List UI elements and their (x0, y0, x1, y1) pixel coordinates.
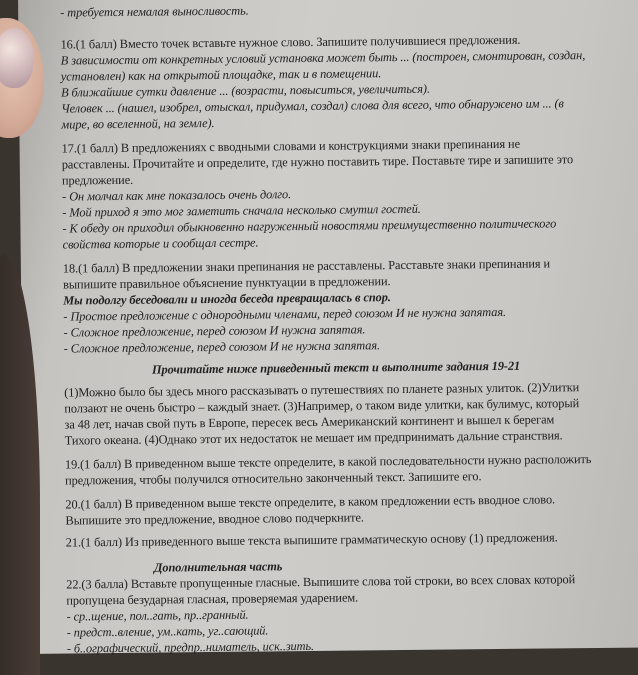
text-line: свойства которые и сообщал сестре. (62, 235, 259, 252)
text-line: Выпишите это предложение, вводное слово подчеркните. (65, 510, 364, 528)
text-line: установлен) как на открытой площадке, так и в помещении. (60, 66, 382, 84)
fingernail (0, 28, 34, 88)
task-17-heading: 17.(1 балл) В предложениях с вводными словами и конструкциями знаки препинания не (61, 136, 521, 156)
text-line: предложение. (61, 172, 134, 188)
section-heading: Дополнительная часть (153, 559, 283, 575)
task-16-heading: 16.(1 балл) Вместо точек вставьте нужное слово. Запишите получившиеся предложения. (60, 32, 521, 52)
task-18-heading: 18.(1 балл) В предложении знаки препинания не расставлены. Расставьте знаки препинания и (62, 256, 551, 276)
text-line: - предст..вление, ум..кать, уг..сающий. (66, 623, 269, 640)
text-line: - К обеду он приходил обыкновенно нагруженный новостями преимущественно политического (62, 216, 557, 236)
text-line: расставлены. Прочитайте и определите, где нужно поставить тире. Поставьте тире и запишите это (61, 152, 574, 172)
task-22-heading: 22.(3 балла) Вставьте пропущенные гласные. Выпишите слова той строки, во всех словах которой (66, 572, 576, 592)
text-line: предложения, чтобы получился относительно законченный текст. Запишите его. (65, 469, 482, 488)
text-line: - Сложное предложение, перед союзом И не нужна запятая. (63, 338, 381, 356)
text-line: - требуется немалая выносливость. (60, 3, 249, 20)
text-line: мире, во вселенной, на земле). (61, 115, 215, 132)
text-line: выпишите правильное объяснение пунктуации в предложении. (62, 274, 391, 292)
text-line: В зависимости от конкретных условий установка может быть ... (построен, смонтирован, создан, (60, 48, 586, 68)
text-line: Человек ... (нашел, изобрел, отыскал, придумал, создал) слова для всего, что обнаружено им ... (в (61, 96, 564, 116)
text-line: В ближайшие сутки давление ... (возрасти, повыситься, увеличиться). (60, 81, 430, 100)
task-19-heading: 19.(1 балл) В приведенном выше тексте определите, в какой последовательности нужно расположить (64, 452, 592, 472)
task-20-heading: 20.(1 балл) В приведенном выше тексте определите, в каком предложении есть вводное слово. (65, 492, 556, 512)
text-line: за 48 лет, начав свой путь в Европе, пересек весь Американский континент и вышел к берегам (64, 412, 555, 432)
text-line: - ср..щение, пол..гать, пр..гранный. (66, 607, 249, 624)
section-heading: Прочитайте ниже приведенный текст и выполните задания 19-21 (151, 358, 521, 377)
text-line: Тихого океана. (4)Однако этот их недостаток не мешает им предпринимать дальние странствия. (64, 428, 563, 448)
worksheet-page (18, 0, 638, 654)
text-line: - Мой приход я это мог заметить сначала несколько смутил гостей. (62, 201, 421, 220)
text-line: - Он молчал как мне показалось очень долго. (62, 187, 292, 204)
task-21-heading: 21.(1 балл) Из приведенного выше текста выпишите грамматическую основу (1) предложения. (65, 530, 558, 550)
text-line: - б..ографический, предпр..ниматель, иск..зить. (66, 638, 315, 656)
text-line: пропущена безударная гласная, проверяемая ударением. (66, 590, 359, 608)
text-line: (1)Можно было бы здесь много рассказывать о путешествиях по планете разных улиток. (2)Улитки (64, 380, 580, 400)
text-line: - Простое предложение с однородными членами, перед союзом И не нужна запятая. (63, 304, 507, 324)
text-line: - Сложное предложение, перед союзом И нужна запятая. (63, 322, 366, 340)
text-line: Мы подолгу беседовали и иногда беседа превращалась в спор. (63, 290, 391, 308)
text-line: ползают не очень быстро – каждый знает. (3)Например, о таком виде улитки, как булимус, который (64, 396, 580, 416)
